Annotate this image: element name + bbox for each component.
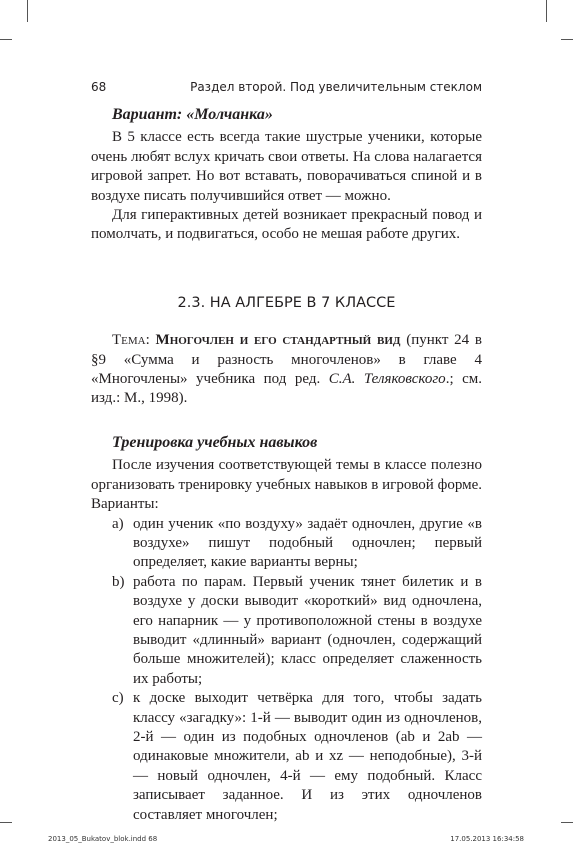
list-item-label: c): [112, 690, 124, 707]
list-item: [91, 515, 482, 573]
theme-text-end: .; см. изд.: М., 1998).: [91, 371, 482, 407]
theme-label: Тема:: [112, 332, 150, 349]
list-item-text: работа по парам. Первый ученик тянет билетик и в воздухе у доски выводит «короткий» вид одночлена, его напарник — у противоположной стены в воздухе выводит «длинный» вариант (одночлен, содержащий больше множителей); класс определяет слаженность их работы;: [133, 573, 482, 687]
crop-mark-left-bottom: [0, 822, 12, 823]
theme-text: (пункт 24 в §9 «Сумма и разность многочленов» в главе 4 «Многочлены» учебника под ред.: [91, 332, 482, 388]
theme-author: С.А. Теляковского: [328, 371, 446, 388]
section-heading: 2.3. НА АЛГЕБРЕ В 7 КЛАССЕ: [177, 294, 396, 311]
list-item-label: b): [112, 573, 125, 590]
crop-mark-right-bottom: [561, 822, 573, 823]
running-header: [91, 80, 482, 98]
crop-mark-top-left: [27, 0, 28, 22]
variant-paragraph: Для гиперактивных детей возникает прекрасный повод и помолчать, и подвигаться, особо не мешая работе других.: [91, 207, 482, 243]
variants-list: [91, 515, 482, 826]
variant-paragraph: В 5 классе есть всегда такие шустрые ученики, которые очень любят вслух кричать свои ответы. На слова налагается игровой запрет. Но вот вставать, поворачиваться спиной и в воздухе писать получившийся ответ — можно.: [91, 129, 482, 204]
crop-mark-top-right: [546, 0, 547, 22]
variant-heading: Вариант: «Молчанка»: [112, 106, 273, 123]
list-item-label: a): [112, 515, 124, 532]
slug-datetime: 17.05.2013 16:34:58: [450, 835, 524, 843]
list-item: [91, 689, 482, 825]
slug-file: 2013_05_Bukatov_blok.indd 68: [48, 835, 158, 843]
page-number: 68: [91, 80, 107, 94]
running-title: Раздел второй. Под увеличительным стеклом: [190, 80, 482, 94]
section-theme: [91, 331, 482, 409]
training-intro: После изучения соответствующей темы в классе полезно организовать тренировку учебных навыков в игровой форме. Варианты:: [91, 457, 482, 513]
theme-title: Многочлен и его стандартный вид: [155, 332, 401, 349]
list-item-text: к доске выходит четвёрка для того, чтобы задать классу «загадку»: 1-й — выводит один из одночленов, 2-й — один из подобных одночленов (ab и 2ab — одинаковые множители, ab и xz — неподобные), 3-й — новый одночлен, 4-й — ему подобный. Класс записывает заданное. И из этих одночленов составляет многочлен;: [133, 690, 482, 823]
crop-mark-left-top: [0, 39, 12, 40]
page-body: [91, 105, 482, 825]
training-heading: Тренировка учебных навыков: [112, 433, 318, 451]
list-item: [91, 573, 482, 689]
list-item-text: один ученик «по воздуху» задаёт одночлен, другие «в воздухе» пишут подобный одночлен; первый определяет, какие варианты верны;: [133, 515, 482, 571]
crop-mark-right-top: [561, 39, 573, 40]
